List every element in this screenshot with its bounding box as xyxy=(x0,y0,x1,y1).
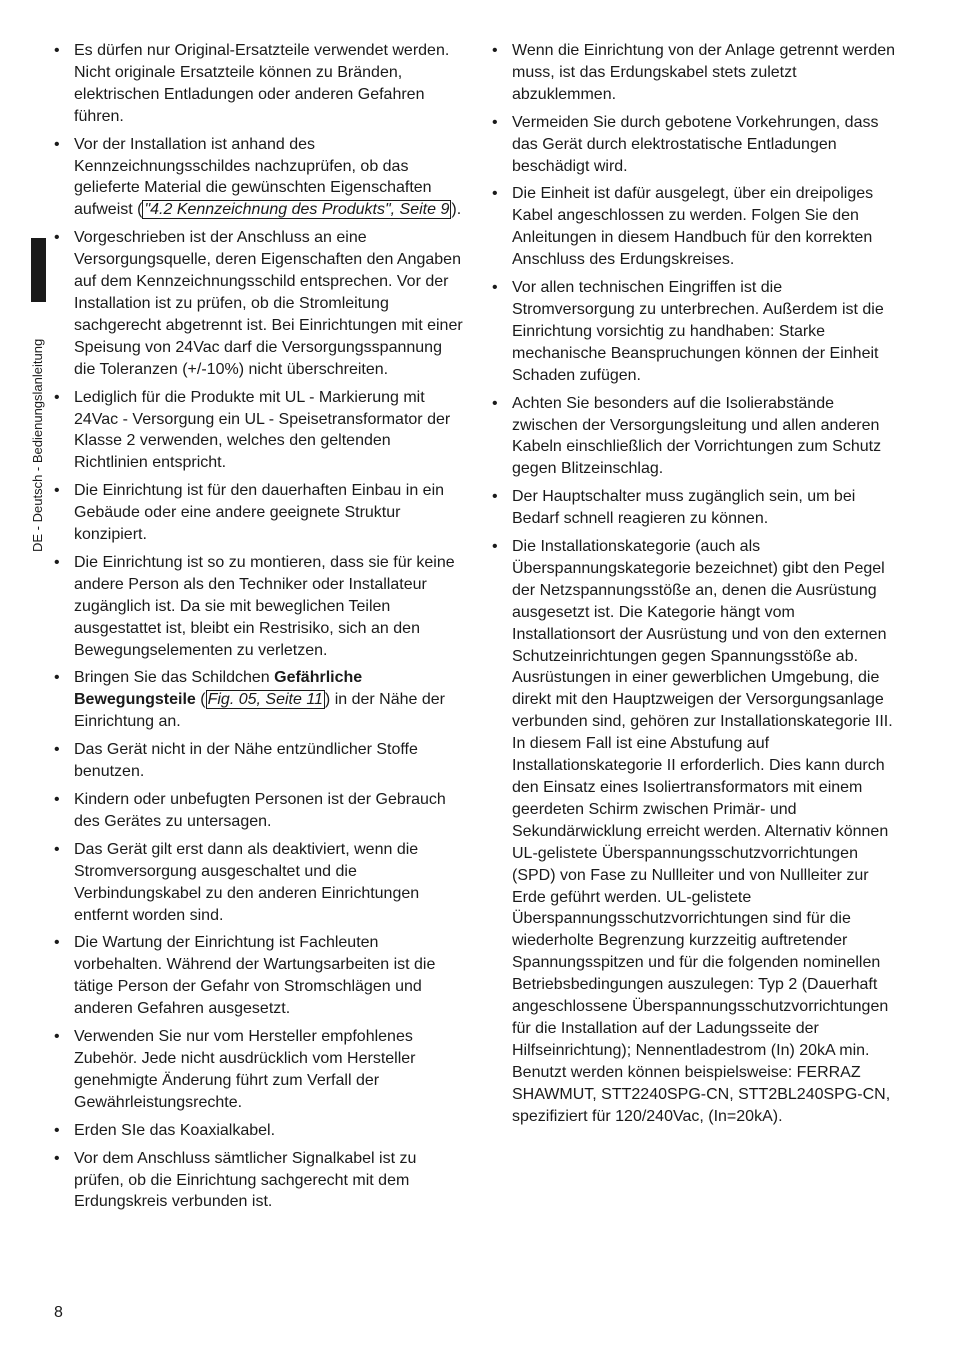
list-item: • Verwenden Sie nur vom Hersteller empfohlenes Zubehör. Jede nicht ausdrücklich vom Hersteller genehmigte Änderung führt zum Verfall der Gewährleistungsrechte. xyxy=(54,1026,464,1114)
list-item xyxy=(54,667,464,733)
figure-reference-link[interactable]: Fig. 05, Seite 11 xyxy=(207,691,323,709)
list-item: • Die Einrichtung ist für den dauerhaften Einbau in ein Gebäude oder eine andere geeignete Struktur konzipiert. xyxy=(54,480,464,546)
page-number: 8 xyxy=(54,1304,63,1321)
list-item-text: ) in der Nähe der Einrichtung an. xyxy=(74,691,445,731)
list-item-text: ( xyxy=(195,691,206,709)
list-item: • Vermeiden Sie durch gebotene Vorkehrungen, dass das Gerät durch elektrostatische Entladungen beschädigt wird. xyxy=(492,112,902,178)
list-item-text: Vor der Installation ist anhand des Kennzeichnungsschildes nachzuprüfen, ob das gelieferte Material die gewünschten Eigenschaften aufweist ( xyxy=(74,135,432,219)
list-item: • Es dürfen nur Original-Ersatzteile verwendet werden. Nicht originale Ersatzteile können zu Bränden, elektrischen Entladungen oder anderen Gefahren führen. xyxy=(54,40,464,128)
list-item-text: Bringen Sie das Schildchen xyxy=(74,669,275,687)
list-item: • Der Hauptschalter muss zugänglich sein, um bei Bedarf schnell reagieren zu können. xyxy=(492,486,902,530)
list-item: • Vor allen technischen Eingriffen ist die Stromversorgung zu unterbrechen. Außerdem ist die Einrichtung vorsichtig zu handhaben: Starke mechanische Beanspruchungen können der Einheit Schaden zufügen. xyxy=(492,277,902,387)
chapter-tab-marker xyxy=(31,238,46,302)
side-chapter-label: DE - Deutsch - Bedienungslanleitung xyxy=(30,338,45,552)
list-item: • Das Gerät gilt erst dann als deaktiviert, wenn die Stromversorgung ausgeschaltet und die Verbindungskabel zu den anderen Einrichtungen entfernt worden sind. xyxy=(54,839,464,927)
list-item: • Vorgeschrieben ist der Anschluss an eine Versorgungsquelle, deren Eigenschaften den Angaben auf dem Kennzeichnungsschild entsprechen. Vor der Installation ist zu prüfen, ob die Stromleitung sachgerecht abgetrennt ist. Bei Einrichtungen mit einer Speisung von 24Vac darf die Versorgungsspannung die Toleranzen (+/-10%) nicht überschreiten. xyxy=(54,227,464,380)
list-item: • Die Wartung der Einrichtung ist Fachleuten vorbehalten. Während der Wartungsarbeiten ist die tätige Person der Gefahr von Stromschlägen und anderen Gefahren ausgesetzt. xyxy=(54,932,464,1020)
list-item: • Lediglich für die Produkte mit UL - Markierung mit 24Vac - Versorgung ein UL - Speisetransformator der Klasse 2 verwenden, welches den geltenden Richtlinien entspricht. xyxy=(54,387,464,475)
list-item xyxy=(54,134,464,222)
bold-term: Gefährliche Bewegungsteile xyxy=(74,669,363,709)
list-item: • Kindern oder unbefugten Personen ist der Gebrauch des Gerätes zu untersagen. xyxy=(54,789,464,833)
list-item: • Achten Sie besonders auf die Isolierabstände zwischen der Versorgungsleitung und allen anderen Kabeln einschließlich der Vorrichtungen zum Schutz gegen Blitzeinschlag. xyxy=(492,393,902,481)
left-column-list xyxy=(54,40,464,1219)
list-item: • Die Einrichtung ist so zu montieren, dass sie für keine andere Person als den Techniker oder Installateur zugänglich ist. Da sie mit beweglichen Teilen ausgestattet ist, bleibt ein Restrisiko, sich an den Bewegungselementen zu verletzen. xyxy=(54,552,464,662)
list-item: • Das Gerät nicht in der Nähe entzündlicher Stoffe benutzen. xyxy=(54,739,464,783)
list-item: • Die Installationskategorie (auch als Überspannungskategorie bezeichnet) gibt den Pegel der Netzspannungsstöße an, denen die Ausrüstung ausgesetzt ist. Die Kategorie hängt vom Installationsort der Ausrüstung und von den externen Schutzeinrichtungen gegen Spannungsstöße ab. Ausrüstungen in einer gewerblichen Umgebung, die direkt mit den Hauptzweigen der Versorgungsanlage verbunden sind, gehören zur Installationskategorie III. In diesem Fall ist eine Abstufung auf Installationskategorie II erforderlich. Dies kann durch den Einsatz eines Isoliertransformators mit einem geerdeten Schirm zwischen Primär- und Sekundärwicklung erreicht werden. Alternativ können UL-gelistete Überspannungsschutzvorrichtungen (SPD) von Fase zu Nullleiter und von Nullleiter zur Erde geführt werden. UL-gelistete Überspannungsschutzvorrichtungen sind für die wiederholte Begrenzung kurzzeitig auftretender Spannungsspitzen und für die folgenden nominellen Betriebsbedingungen auszulegen: Typ 2 (Dauerhaft angeschlossene Überspannungsschutzvorrichtungen für die Installation auf der Ladungsseite der Hilfseinrichtung); Nennentladestrom (In) 20kA min. Benutzt werden können beispielsweise: FERRAZ SHAWMUT, STT2240SPG-CN, STT2BL240SPG-CN, spezifiziert für 120/240Vac, (In=20kA). xyxy=(492,536,902,1127)
list-item: • Wenn die Einrichtung von der Anlage getrennt werden muss, ist das Erdungskabel stets zuletzt abzuklemmen. xyxy=(492,40,902,106)
cross-reference-link[interactable]: "4.2 Kennzeichnung des Produkts", Seite 9 xyxy=(144,201,450,219)
list-item: • Erden SIe das Koaxialkabel. xyxy=(54,1120,464,1142)
right-column-list xyxy=(492,40,902,1134)
list-item: • Vor dem Anschluss sämtlicher Signalkabel ist zu prüfen, ob die Einrichtung sachgerecht mit dem Erdungskreis verbunden ist. xyxy=(54,1148,464,1214)
list-item: • Die Einheit ist dafür ausgelegt, über ein dreipoliges Kabel angeschlossen zu werden. Folgen Sie den Anleitungen in diesem Handbuch für den korrekten Anschluss des Erdungskreises. xyxy=(492,183,902,271)
list-item-text: ). xyxy=(451,201,462,219)
